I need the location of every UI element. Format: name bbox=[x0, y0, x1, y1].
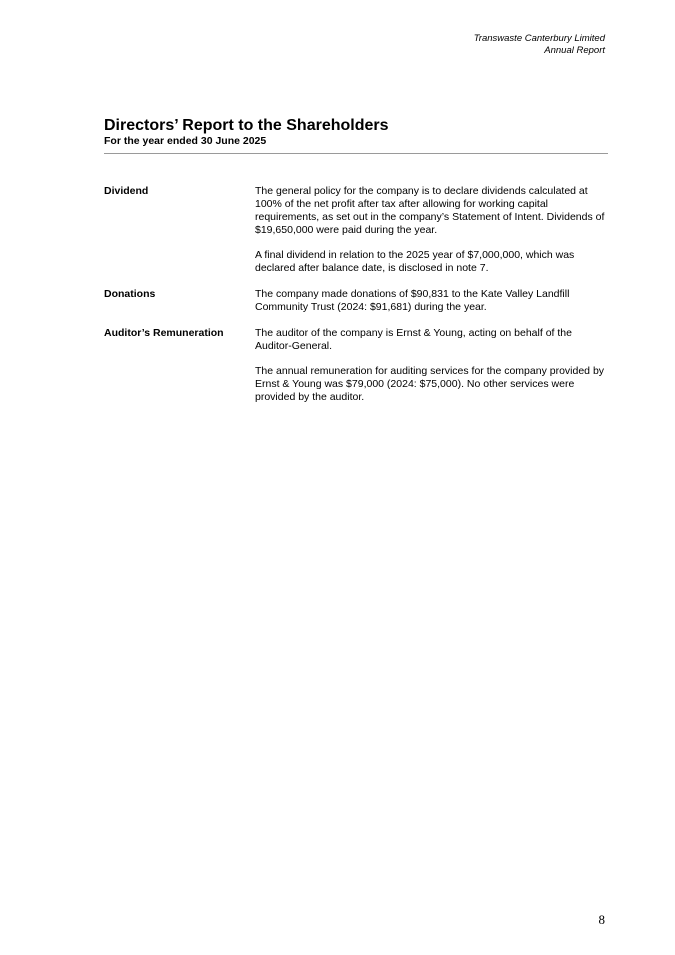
section-dividend bbox=[104, 185, 608, 275]
title-divider bbox=[104, 153, 608, 154]
title-block bbox=[104, 117, 608, 148]
section-body bbox=[255, 327, 608, 404]
paragraph: The general policy for the company is to declare dividends calculated at 100% of the net profit after tax after allowing for working capital requirements, as set out in the company’s Statement of Intent. Dividends of $19,650,000 were paid during the year. bbox=[255, 185, 605, 236]
paragraph: The company made donations of $90,831 to the Kate Valley Landfill Community Trust (2024: $91,681) during the year. bbox=[255, 288, 570, 313]
report-sections bbox=[104, 185, 608, 417]
section-body bbox=[255, 288, 608, 314]
section-label: Donations bbox=[104, 288, 156, 300]
page-number: 8 bbox=[598, 912, 605, 927]
paragraph: A final dividend in relation to the 2025 year of $7,000,000, which was declared after balance date, is disclosed in note 7. bbox=[255, 249, 575, 274]
company-name: Transwaste Canterbury Limited bbox=[473, 33, 605, 44]
section-label: Dividend bbox=[104, 185, 149, 197]
page-subtitle: For the year ended 30 June 2025 bbox=[104, 135, 267, 147]
section-donations bbox=[104, 288, 608, 314]
document-name: Annual Report bbox=[544, 45, 605, 56]
paragraph: The auditor of the company is Ernst & Young, acting on behalf of the Auditor-General. bbox=[255, 327, 572, 352]
section-auditors-remuneration bbox=[104, 327, 608, 404]
paragraph: The annual remuneration for auditing services for the company provided by Ernst & Young was $79,000 (2024: $75,000). No other services were provided by the auditor. bbox=[255, 365, 605, 403]
section-body bbox=[255, 185, 608, 275]
section-label: Auditor’s Remuneration bbox=[104, 327, 224, 339]
running-header bbox=[474, 33, 605, 57]
page-title: Directors’ Report to the Shareholders bbox=[104, 117, 389, 134]
